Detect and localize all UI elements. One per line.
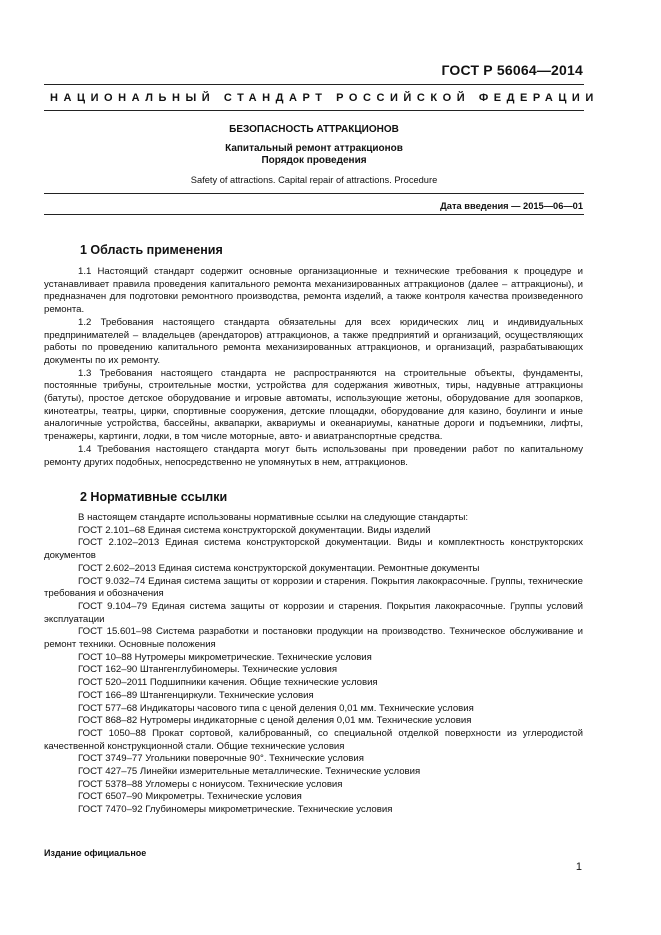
reference-item: ГОСТ 166–89 Штангенциркули. Технические условия <box>78 689 314 701</box>
reference-item: ГОСТ 15.601–98 Система разработки и постановки продукции на производство. Техническое обслуживание и ремонт техники. Основные положения <box>44 626 583 651</box>
reference-item: ГОСТ 9.104–79 Единая система защиты от коррозии и старения. Покрытия лакокрасочные. Группы условий эксплуатации <box>44 600 583 625</box>
document-code: ГОСТ Р 56064—2014 <box>441 62 583 78</box>
reference-item: ГОСТ 2.101–68 Единая система конструкторской документации. Виды изделий <box>78 524 431 536</box>
english-title: Safety of attractions. Capital repair of attractions. Procedure <box>190 175 438 185</box>
section-1-body <box>44 266 583 469</box>
banner-rule <box>44 110 584 111</box>
introduction-date: Дата введения — 2015—06—01 <box>440 201 583 211</box>
reference-item: ГОСТ 520–2011 Подшипники качения. Общие технические условия <box>78 677 378 689</box>
section-2-heading: 2 Нормативные ссылки <box>80 490 228 504</box>
title-rule <box>44 193 584 194</box>
references-intro: В настоящем стандарте использованы нормативные ссылки на следующие стандарты: <box>78 512 469 523</box>
reference-item: ГОСТ 5378–88 Угломеры с нониусом. Технические условия <box>78 778 343 790</box>
paragraph-1-1: 1.1 Настоящий стандарт содержит основные организационные и технические требования к процедуре и устанавливает правила проведения капитального ремонта механизированных аттракционов (далее – аттракционы), и предназначен для подготовки ремонтного производства, ремонта изделий, а также контроля качества произведенного ремонта. <box>44 266 583 316</box>
reference-item: ГОСТ 2.102–2013 Единая система конструкторской документации. Виды и комплектность конструкторских документов <box>44 537 583 562</box>
national-standard-banner: НАЦИОНАЛЬНЫЙ СТАНДАРТ РОССИЙСКОЙ ФЕДЕРАЦИИ <box>50 92 599 104</box>
reference-item: ГОСТ 6507–90 Микрометры. Технические условия <box>78 791 302 803</box>
date-rule <box>44 214 584 215</box>
page-number: 1 <box>575 861 582 873</box>
reference-item: ГОСТ 3749–77 Угольники поверочные 90°. Технические условия <box>78 753 364 765</box>
standard-subtitle: Капитальный ремонт аттракционов <box>225 143 403 154</box>
reference-item: ГОСТ 868–82 Нутромеры индикаторные с ценой деления 0,01 мм. Технические условия <box>78 715 472 727</box>
official-edition-label: Издание официальное <box>44 848 147 858</box>
reference-item: ГОСТ 2.602–2013 Единая система конструкторской документации. Ремонтные документы <box>78 562 480 574</box>
reference-item: ГОСТ 427–75 Линейки измерительные металлические. Технические условия <box>78 766 421 778</box>
standard-title: БЕЗОПАСНОСТЬ АТТРАКЦИОНОВ <box>229 124 399 135</box>
reference-item: ГОСТ 1050–88 Прокат сортовой, калиброванный, со специальной отделкой поверхности из углеродистой качественной конструкционной стали. Общие технические условия <box>44 727 583 752</box>
standard-subtitle-2: Порядок проведения <box>261 155 367 166</box>
paragraph-1-4: 1.4 Требования настоящего стандарта могут быть использованы при проведении работ по капитальному ремонту других подобных, непосредственно не упомянутых в нем, аттракционов. <box>44 443 583 468</box>
reference-item: ГОСТ 9.032–74 Единая система защиты от коррозии и старения. Покрытия лакокрасочные. Группы, технические требования и обозначения <box>44 575 583 600</box>
reference-item: ГОСТ 577–68 Индикаторы часового типа с ценой деления 0,01 мм. Технические условия <box>78 702 474 714</box>
section-1-heading: 1 Область применения <box>80 243 223 257</box>
reference-item: ГОСТ 10–88 Нутромеры микрометрические. Технические условия <box>78 651 372 663</box>
paragraph-1-2: 1.2 Требования настоящего стандарта обязательны для всех юридических лиц и индивидуальных предпринимателей – владельцев (арендаторов) аттракционов, а также предприятий и организаций, осуществляющих работы по проведению капитального ремонта механизированных аттракционов, и организаций, разрабатывающих документы по их ремонту. <box>44 316 583 366</box>
reference-item: ГОСТ 162–90 Штангенглубиномеры. Технические условия <box>78 664 338 676</box>
top-rule <box>44 84 584 85</box>
reference-item: ГОСТ 7470–92 Глубиномеры микрометрические. Технические условия <box>78 804 393 816</box>
paragraph-1-3: 1.3 Требования настоящего стандарта не распространяются на строительные объекты, фундаменты, постоянные трибуны, строительные мостки, устройства для содержания животных, тиры, надувные аттракционы (батуты), простое детское оборудование и игровые автоматы, использующие жетоны, оборудование для зоопарков, кинотеатры, театры, цирки, спортивные сооружения, детские площадки, оборудование для казино, боулинги и иные аналогичные устройства, бассейны, аквапарки, аквариумы и океанариумы, канатные дороги и подъемники, лифты, тренажеры, картинги, лодки, в том числе моторные, авто- и авиатранспортные средства. <box>44 367 583 443</box>
normative-references <box>44 512 583 817</box>
